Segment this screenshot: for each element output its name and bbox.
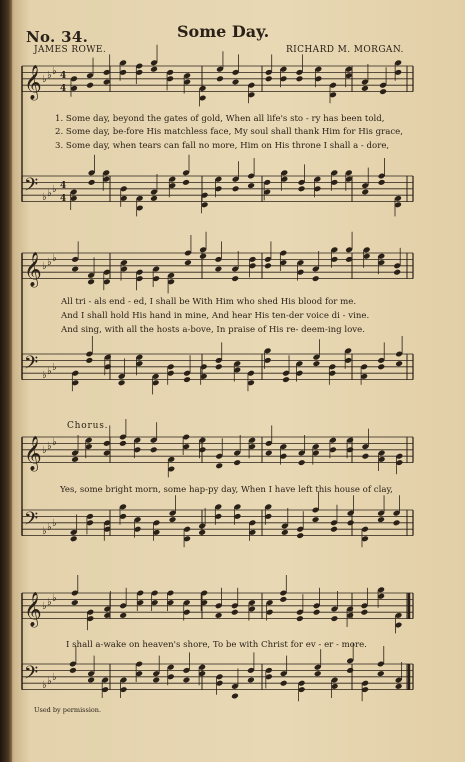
note-head [296,615,304,622]
flat-sign: ♭ [47,676,52,687]
note-head [360,609,368,616]
note-head [377,363,385,370]
bass-clef: 𝄢 [24,353,39,378]
note-head [362,453,370,460]
note-head [313,609,321,616]
time-signature-bottom: 4 [60,194,67,204]
note-head [118,379,126,386]
flat-sign: ♭ [42,261,47,272]
verse-1-line-2: All tri - als end - ed, I shall be With Him who shed His blood for me. [61,297,357,307]
flat-sign: ♭ [42,370,47,381]
permission-footer: Used by permission. [34,706,102,714]
note-head [330,615,338,622]
note-head [312,275,320,282]
flat-sign: ♭ [47,522,52,533]
note-head [279,596,287,603]
note-head [150,195,158,202]
verse-2-line-2: And I shall hold His hand in mine, And hear His ten-der voice di - vine. [61,311,370,321]
flat-sign: ♭ [52,593,57,604]
note-head [183,376,191,383]
note-head [361,85,369,92]
flat-sign: ♭ [47,188,52,199]
composer-credit: RICHARD M. MORGAN. [286,45,404,55]
note-head [377,670,385,677]
note-head [393,269,401,276]
note-head [247,677,255,684]
note-head [231,275,239,282]
time-signature-bottom: 4 [60,84,67,94]
note-head [231,693,239,700]
bass-clef: 𝄢 [24,663,39,688]
note-head [247,182,255,189]
treble-clef: 𝄞 [24,65,42,100]
flat-sign: ♭ [47,70,52,81]
note-head [169,516,177,523]
note-head [70,535,78,542]
note-head [379,88,387,95]
note-head [280,680,288,687]
flat-sign: ♭ [47,257,52,268]
verse-3-line-1: 3. Some day, when tears can fall no more, Him on His throne I shall a - dore, [55,141,390,151]
flat-sign: ♭ [42,526,47,537]
time-signature-top: 4 [60,181,67,191]
note-head [265,75,273,82]
note-head [152,677,160,684]
note-head [298,185,306,192]
note-head [264,262,272,269]
note-head [199,253,207,260]
chorus-line-1: Yes, some bright morn, some hap-py day, When I have left this house of clay, [60,485,393,495]
note-head [282,376,290,383]
flat-sign: ♭ [42,192,47,203]
note-head [232,79,240,86]
note-head [215,363,223,370]
treble-clef: 𝄞 [24,592,42,627]
note-head [361,189,369,196]
flat-sign: ♭ [52,362,57,373]
note-head [87,278,95,285]
flat-sign: ♭ [47,366,52,377]
verse-3-line-2: And sing, with all the hosts a-bove, In praise of His re- deem-ing love. [61,325,365,335]
time-signature-top: 4 [60,71,67,81]
note-head [377,516,385,523]
note-head [71,266,79,273]
note-head [119,440,127,447]
note-head [312,516,320,523]
note-head [313,360,321,367]
note-head [296,532,304,539]
treble-clef: 𝄞 [24,436,42,471]
note-head [183,677,191,684]
note-head [233,459,241,466]
note-head [330,526,338,533]
chorus-heading: Chorus. [67,421,109,431]
note-head [150,446,158,453]
note-head [71,456,79,463]
note-head [150,66,158,73]
verse-1-line-1: 1. Some day, beyond the gates of gold, When all life's sto - ry has been told, [55,114,385,124]
flat-sign: ♭ [47,441,52,452]
note-head [216,75,224,82]
flat-sign: ♭ [42,601,47,612]
lyricist-credit: JAMES ROWE. [34,45,107,55]
note-head [215,462,223,469]
note-head [215,612,223,619]
flat-sign: ♭ [52,518,57,529]
verse-2-line-1: 2. Some day, be-fore His matchless face, My soul shall thank Him for His grace, [55,127,403,137]
note-head [71,599,79,606]
hymn-title: Some Day. [177,22,270,41]
note-head [182,179,190,186]
chorus-line-2: I shall a-wake on heaven's shore, To be with Christ for ev - er - more. [66,640,367,650]
note-head [393,519,401,526]
note-head [214,266,222,273]
flat-sign: ♭ [42,74,47,85]
note-head [88,179,96,186]
treble-clef: 𝄞 [24,252,42,287]
note-head [296,75,304,82]
bass-clef: 𝄢 [24,509,39,534]
note-head [86,82,94,89]
note-head [85,357,93,364]
flat-sign: ♭ [52,184,57,195]
flat-sign: ♭ [42,680,47,691]
note-head [378,179,386,186]
bass-clef: 𝄢 [24,175,39,200]
note-head [298,459,306,466]
note-head [395,360,403,367]
note-head [231,609,239,616]
flat-sign: ♭ [52,672,57,683]
flat-sign: ♭ [42,445,47,456]
flat-sign: ♭ [52,253,57,264]
note-head [119,612,127,619]
flat-sign: ♭ [52,66,57,77]
note-head [346,667,354,674]
flat-sign: ♭ [52,437,57,448]
note-head [184,259,192,266]
note-head [103,79,111,86]
note-head [281,529,289,536]
note-head [198,529,206,536]
note-head [395,683,403,690]
note-head [314,670,322,677]
note-head [265,450,273,457]
note-head [69,667,77,674]
note-head [347,519,355,526]
hymn-number: No. 34. [26,28,89,46]
note-head [232,185,240,192]
note-head [87,677,95,684]
flat-sign: ♭ [47,597,52,608]
